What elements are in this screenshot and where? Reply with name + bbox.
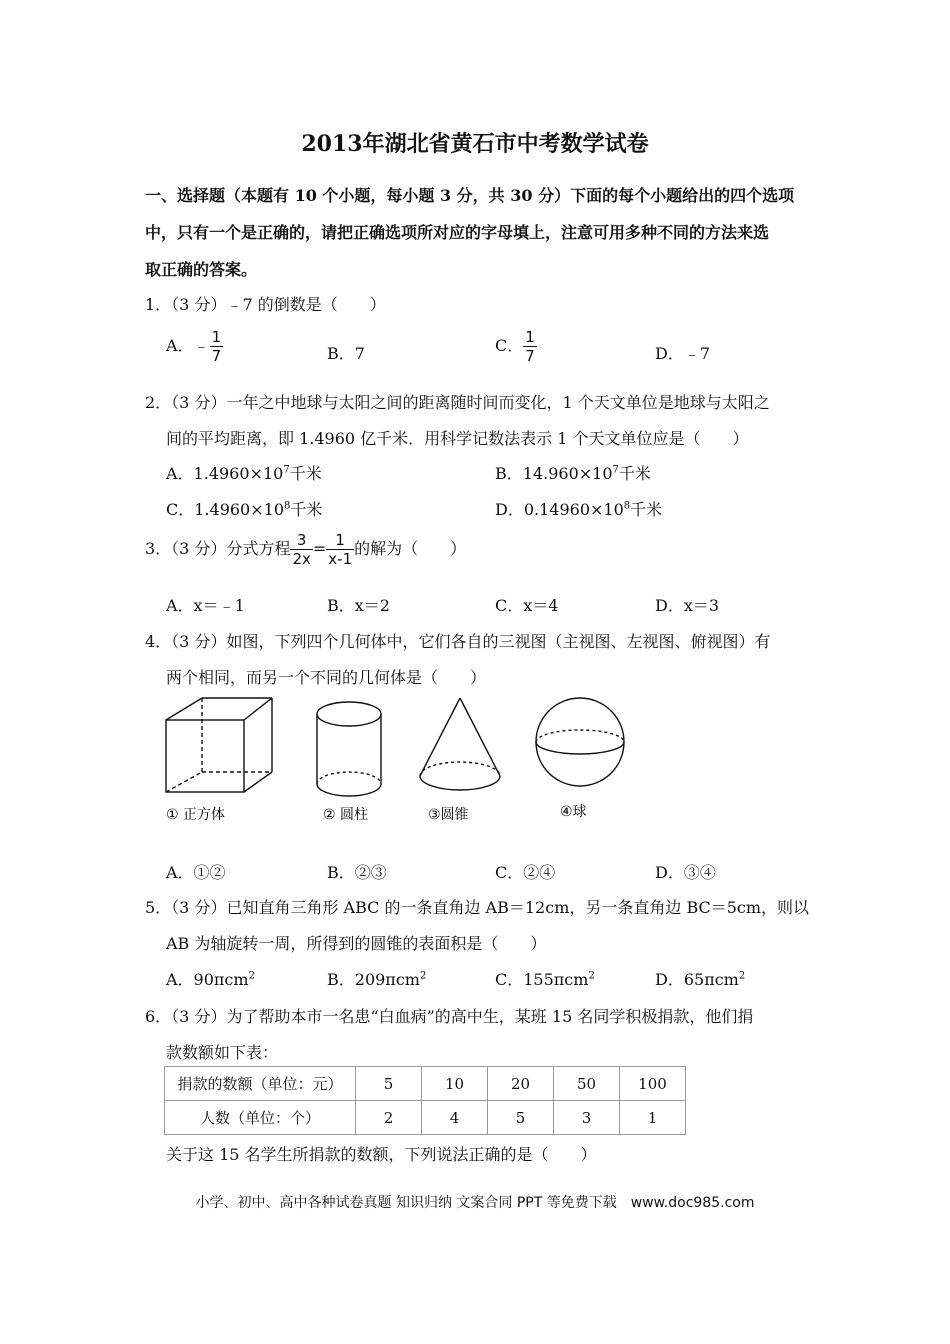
table-cell: 100 [620,1067,686,1101]
option-a-label: A．﹣ [166,336,210,355]
option-text: C．1.4960×10 [166,500,284,519]
question-4-option-c: C．②④ [495,863,556,882]
fraction-1-over-x-minus-1 [326,531,354,568]
table-cell: 1 [620,1101,686,1135]
stem-text: 的解为（ ） [354,539,467,558]
question-1-option-b: B．7 [327,344,365,363]
question-3-option-d: D．x＝3 [655,596,720,615]
question-2-line2: 间的平均距离，即 1.4960 亿千米．用科学记数法表示 1 个天文单位应是（ ） [166,429,749,448]
question-1-option-a [166,328,223,365]
section-heading-line1: 一、选择题（本题有 10 个小题，每小题 3 分，共 30 分）下面的每个小题给出的四个选项 [145,186,795,205]
equals-sign: = [312,539,327,558]
table-row [165,1067,686,1101]
option-text: D．0.14960×10 [495,500,624,519]
sphere-shape [536,698,624,786]
fraction-denominator: 7 [525,347,535,365]
table-cell: 50 [554,1067,620,1101]
exponent: 8 [623,500,631,512]
question-5-option-d [655,967,745,990]
exponent: 2 [248,970,255,982]
unit: 千米 [618,464,651,483]
question-4-option-a: A．①② [166,863,226,882]
figure-label-sphere: ④球 [560,804,587,820]
table-cell: 2 [356,1101,422,1135]
fraction-denominator: x-1 [328,550,353,568]
fraction-one-seventh [523,328,537,365]
unit: 千米 [290,500,323,519]
page-footer: 小学、初中、高中各种试卷真题 知识归纳 文案合同 PPT 等免费下载 www.doc985.com [195,1195,755,1211]
page-title: 2013年湖北省黄石市中考数学试卷 [301,131,649,157]
table-cell: 人数（单位：个） [165,1101,356,1135]
option-text: C．155πcm [495,970,589,989]
question-1-stem: 1．（3 分）﹣7 的倒数是（ ） [145,295,386,314]
fraction-numerator: 3 [290,531,312,550]
table-cell: 5 [356,1067,422,1101]
fraction-denominator: 2x [292,550,311,568]
question-2-option-d [495,497,662,520]
option-c-label: C． [495,336,524,355]
exponent: 2 [738,970,746,982]
question-5-line1: 5．（3 分）已知直角三角形 ABC 的一条直角边 AB＝12cm，另一条直角边 BC＝5cm，则以 [145,898,810,917]
question-5-option-a [166,967,255,990]
fraction-numerator: 1 [525,328,535,346]
fraction-one-seventh [210,328,224,365]
table-cell: 4 [422,1101,488,1135]
exponent: 7 [283,464,290,476]
question-2-line1: 2．（3 分）一年之中地球与太阳之间的距离随时间而变化，1 个天文单位是地球与太阳之 [145,393,770,412]
exponent: 2 [588,970,595,982]
stem-text: 3．（3 分）分式方程 [145,539,291,558]
question-2-option-b [495,461,651,484]
cube-shape [166,698,272,792]
option-text: D．65πcm [655,970,739,989]
geometric-solids-figure [160,692,660,832]
question-4-line2: 两个相同，而另一个不同的几何体是（ ） [166,668,487,687]
section-heading-line2: 中，只有一个是正确的，请把正确选项所对应的字母填上，注意可用多种不同的方法来选 [145,223,770,242]
option-text: B．209πcm [327,970,420,989]
figure-label-cylinder: ② 圆柱 [323,807,369,823]
unit: 千米 [289,464,322,483]
exponent: 2 [419,970,427,982]
question-6-followup: 关于这 15 名学生所捐款的数额，下列说法正确的是（ ） [166,1145,597,1164]
cone-shape [420,698,500,790]
question-2-option-c [166,497,322,520]
question-4-option-b: B．②③ [327,863,387,882]
question-2-option-a [166,461,322,484]
option-text: A．90πcm [166,970,249,989]
question-3-option-b: B．x＝2 [327,596,390,615]
question-1-option-c [495,328,537,365]
figure-label-cube: ① 正方体 [166,807,226,823]
table-cell: 3 [554,1101,620,1135]
question-5-line2: AB 为轴旋转一周，所得到的圆锥的表面积是（ ） [166,934,547,953]
question-3-option-c: C．x＝4 [495,596,559,615]
unit: 千米 [630,500,663,519]
question-3-option-a: A．x＝﹣1 [166,596,245,615]
question-1-option-d: D．﹣7 [655,344,711,363]
cylinder-shape [317,702,381,796]
question-5-option-c [495,967,595,990]
question-4-option-d: D．③④ [655,863,716,882]
table-row [165,1101,686,1135]
exponent: 7 [612,464,619,476]
question-6-line1: 6．（3 分）为了帮助本市一名患“白血病”的高中生，某班 15 名同学积极捐款，他们捐 [145,1007,754,1026]
question-5-option-b [327,967,426,990]
fraction-denominator: 7 [211,347,222,365]
figure-label-cone: ③圆锥 [428,807,469,823]
fraction-3-over-2x [290,531,312,568]
table-cell: 捐款的数额（单位：元） [165,1067,356,1101]
fraction-numerator: 1 [326,531,354,550]
table-cell: 20 [488,1067,554,1101]
option-text: A．1.4960×10 [166,464,284,483]
table-cell: 5 [488,1101,554,1135]
fraction-numerator: 1 [211,328,222,346]
question-3-stem [145,531,466,568]
question-6-line2: 款数额如下表： [166,1043,279,1062]
question-4-line1: 4．（3 分）如图，下列四个几何体中，它们各自的三视图（主视图、左视图、俯视图）有 [145,632,771,651]
section-heading-line3: 取正确的答案。 [145,260,258,279]
option-text: B．14.960×10 [495,464,613,483]
table-cell: 10 [422,1067,488,1101]
exponent: 8 [284,500,291,512]
donation-table [164,1066,686,1135]
